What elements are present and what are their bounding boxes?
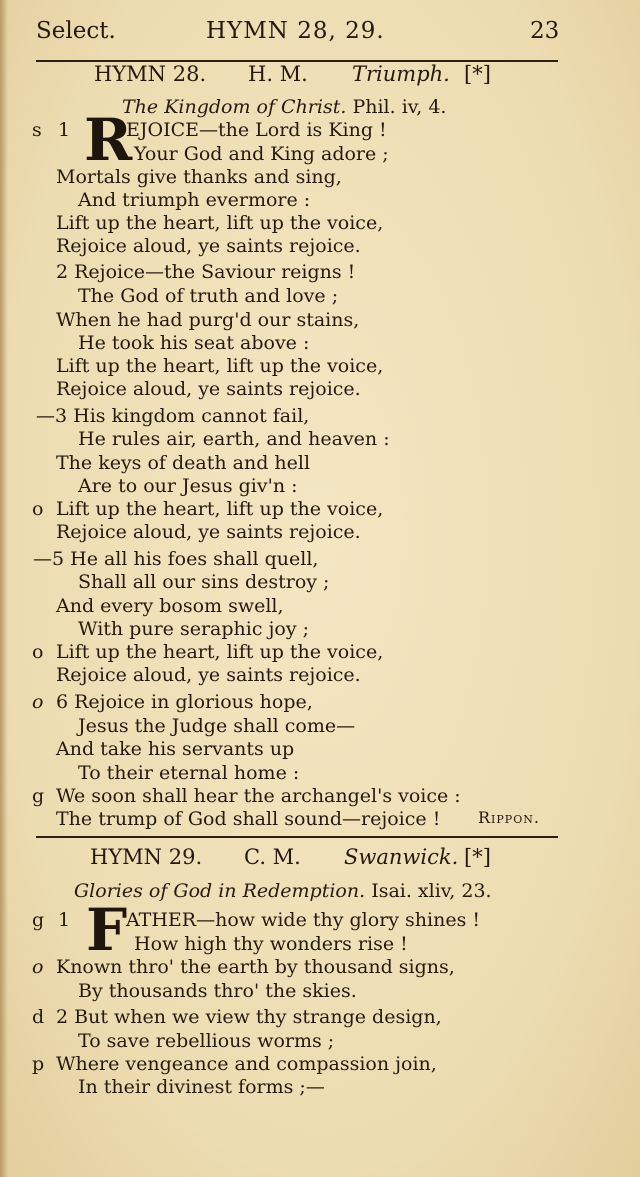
hymn-line: Lift up the heart, lift up the voice, <box>56 498 384 520</box>
hymn-line: How high thy wonders rise ! <box>134 933 408 955</box>
hymn-line: And triumph evermore : <box>78 189 311 211</box>
dynamic-mark: o <box>32 641 44 663</box>
hymn-line: When he had purg'd our stains, <box>56 309 360 331</box>
dynamic-mark: o <box>32 691 44 713</box>
dynamic-mark: p <box>32 1053 45 1075</box>
hymn-line: He took his seat above : <box>78 332 310 354</box>
page-number: 23 <box>530 18 560 44</box>
hymn-29-number: HYMN 29. <box>90 845 203 869</box>
hymn-line: Shall all our sins destroy ; <box>78 571 330 593</box>
hymn-28-meter: H. M. <box>248 62 308 86</box>
hymn-line: In their divinest forms ;— <box>78 1076 325 1098</box>
hymn-line: The trump of God shall sound—rejoice ! <box>56 808 441 830</box>
dynamic-mark: g <box>32 909 45 931</box>
hymn-line: And take his servants up <box>56 738 295 760</box>
hymn-29-tune: Swanwick. <box>344 845 459 869</box>
hymn-line: To their eternal home : <box>78 762 300 784</box>
hymn-line: The keys of death and hell <box>56 452 311 474</box>
hymn-line: Known thro' the earth by thousand signs, <box>56 956 455 978</box>
running-head-section: Select. <box>36 18 116 44</box>
hymn-line: ATHER—how wide thy glory shines ! <box>126 909 481 931</box>
hymn-line: To save rebellious worms ; <box>78 1030 335 1052</box>
running-head-hymns: HYMN 28, 29. <box>206 18 385 44</box>
hymn-line: And every bosom swell, <box>56 595 284 617</box>
hymn-line: 2 But when we view thy strange design, <box>56 1006 442 1028</box>
dynamic-mark: o <box>32 498 44 520</box>
hymn-line: He rules air, earth, and heaven : <box>78 428 390 450</box>
hymn-28-subtitle <box>122 96 446 118</box>
hymn-line: Jesus the Judge shall come— <box>78 715 356 737</box>
hymn-line: 2 Rejoice—the Saviour reigns ! <box>56 261 356 283</box>
hymn-line: Lift up the heart, lift up the voice, <box>56 355 384 377</box>
drop-cap: F <box>86 896 128 964</box>
dynamic-mark: g <box>32 785 45 807</box>
hymn-28-mark: [*] <box>464 62 491 86</box>
hymn-29-subtitle <box>74 880 492 902</box>
hymn-line: Lift up the heart, lift up the voice, <box>56 212 384 234</box>
hymn-29-meter: C. M. <box>244 845 301 869</box>
dynamic-mark: o <box>32 956 44 978</box>
dynamic-mark: s <box>32 119 42 141</box>
hymn-line: Your God and King adore ; <box>134 143 389 165</box>
hymn-separator-rule <box>36 836 558 838</box>
hymn-28-scripture: Phil. iv, 4. <box>352 96 447 118</box>
hymn-line: Mortals give thanks and sing, <box>56 166 342 188</box>
dynamic-mark: d <box>32 1006 45 1028</box>
hymn-line: Rejoice aloud, ye saints rejoice. <box>56 521 361 543</box>
verse-number: 1 <box>58 909 71 931</box>
drop-cap: R <box>84 106 133 174</box>
hymn-line: By thousands thro' the skies. <box>78 980 357 1002</box>
hymn-28-tune: Triumph. <box>352 62 450 86</box>
hymn-line: —3 His kingdom cannot fail, <box>36 405 310 427</box>
hymn-line: We soon shall hear the archangel's voice : <box>56 785 461 807</box>
hymn-line: With pure seraphic joy ; <box>78 618 310 640</box>
running-head <box>0 18 640 48</box>
hymn-line: EJOICE—the Lord is King ! <box>126 119 387 141</box>
hymn-28-author: Rippon. <box>478 808 540 827</box>
hymn-29-scripture: Isai. xliv, 23. <box>371 880 492 902</box>
hymn-29-mark: [*] <box>464 845 491 869</box>
hymn-28-subject: The Kingdom of Christ. <box>122 96 347 118</box>
hymn-line: Rejoice aloud, ye saints rejoice. <box>56 235 361 257</box>
hymn-line: Where vengeance and compassion join, <box>56 1053 437 1075</box>
hymn-line: Rejoice aloud, ye saints rejoice. <box>56 664 361 686</box>
hymn-line: Lift up the heart, lift up the voice, <box>56 641 384 663</box>
hymn-line: Rejoice aloud, ye saints rejoice. <box>56 378 361 400</box>
hymn-28-number: HYMN 28. <box>94 62 207 86</box>
hymn-line: Are to our Jesus giv'n : <box>78 475 298 497</box>
hymn-29-subject: Glories of God in Redemption. <box>74 880 366 902</box>
verse-number: 1 <box>58 119 71 141</box>
page-gutter-shadow <box>0 0 8 1177</box>
hymn-line: 6 Rejoice in glorious hope, <box>56 691 313 713</box>
hymn-line: The God of truth and love ; <box>78 285 339 307</box>
hymn-line: —5 He all his foes shall quell, <box>33 548 319 570</box>
